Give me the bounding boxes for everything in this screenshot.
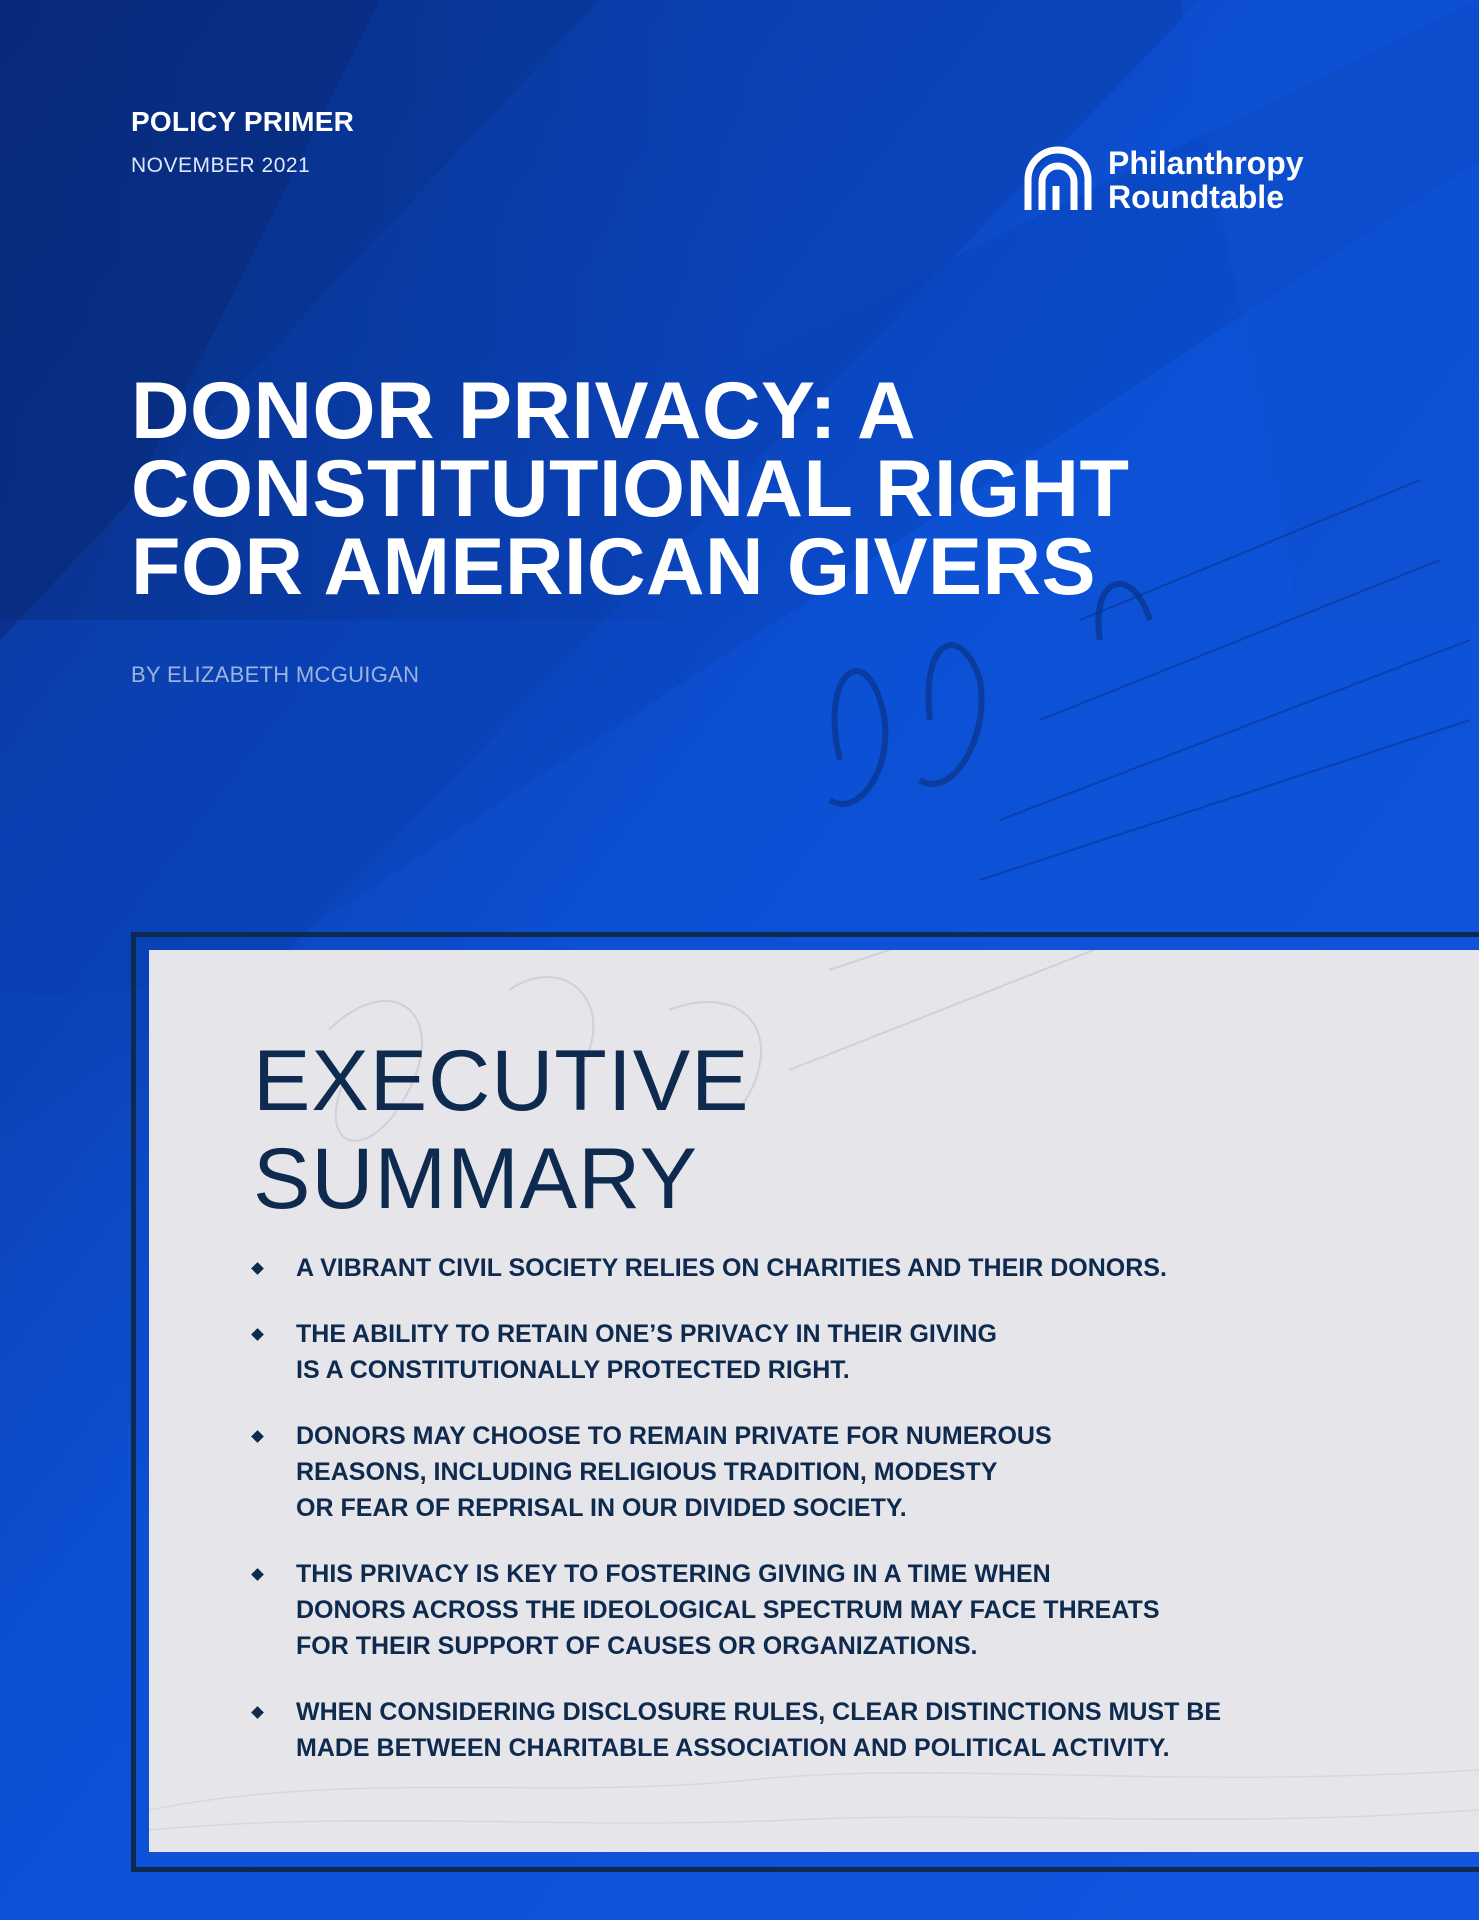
diamond-bullet-icon [251, 1706, 264, 1719]
bullet-text: THE ABILITY TO RETAIN ONE’S PRIVACY IN THEIR GIVING IS A CONSTITUTIONALLY PROTECTED RIGHT. [296, 1320, 998, 1384]
bullet-text: THIS PRIVACY IS KEY TO FOSTERING GIVING IN A TIME WHEN DONORS ACROSS THE IDEOLOGICAL SPECTRUM MAY FACE THREATS FOR THEIR SUPPORT OF CAUSES OR ORGANIZATIONS. [296, 1560, 1160, 1660]
list-item [253, 1316, 1393, 1388]
section-heading-line: EXECUTIVE [253, 1033, 750, 1129]
logo-wordmark-line1: Philanthropy [1108, 145, 1304, 181]
summary-bullet-list [253, 1250, 1393, 1796]
arches-icon [1022, 134, 1100, 214]
document-type-label: POLICY PRIMER [131, 106, 355, 137]
title-line: DONOR PRIVACY: A [131, 366, 917, 456]
bullet-text: A VIBRANT CIVIL SOCIETY RELIES ON CHARITIES AND THEIR DONORS. [296, 1254, 1167, 1282]
title-line: FOR AMERICAN GIVERS [131, 522, 1097, 612]
diamond-bullet-icon [251, 1568, 264, 1581]
list-item [253, 1418, 1393, 1526]
section-heading-line: SUMMARY [253, 1131, 699, 1227]
section-heading [253, 1032, 749, 1228]
bullet-text: DONORS MAY CHOOSE TO REMAIN PRIVATE FOR NUMEROUS REASONS, INCLUDING RELIGIOUS TRADITION, MODESTY OR FEAR OF REPRISAL IN OUR DIVIDED SOCIETY. [296, 1422, 1052, 1522]
list-item [253, 1694, 1393, 1766]
logo-wordmark-line2: Roundtable [1108, 179, 1284, 215]
author-byline: BY ELIZABETH MCGUIGAN [131, 662, 420, 687]
report-title [131, 366, 1331, 612]
title-line: CONSTITUTIONAL RIGHT [131, 444, 1130, 534]
diamond-bullet-icon [251, 1328, 264, 1341]
list-item [253, 1250, 1393, 1286]
publication-date: NOVEMBER 2021 [131, 154, 311, 177]
list-item [253, 1556, 1393, 1664]
diamond-bullet-icon [251, 1430, 264, 1443]
organization-logo [1022, 134, 1352, 216]
bullet-text: WHEN CONSIDERING DISCLOSURE RULES, CLEAR DISTINCTIONS MUST BE MADE BETWEEN CHARITABLE ASSOCIATION AND POLITICAL ACTIVITY. [296, 1698, 1222, 1762]
diamond-bullet-icon [251, 1262, 264, 1275]
